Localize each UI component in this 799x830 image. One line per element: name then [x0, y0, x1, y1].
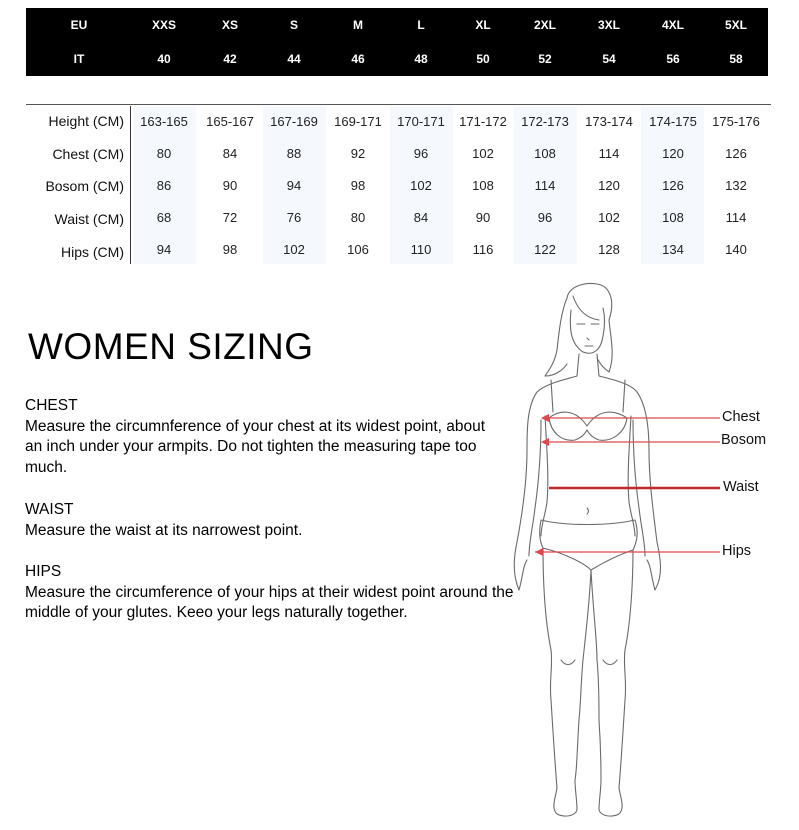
bosom-cell: 90	[222, 178, 238, 193]
bosom-cell: 86	[156, 178, 172, 193]
hips-cell: 122	[534, 242, 556, 257]
size-row-label: EU	[70, 18, 88, 32]
size-cell: XL	[475, 18, 491, 32]
size-cell: S	[289, 18, 298, 32]
waist-cell: 102	[598, 210, 620, 225]
size-row-it	[26, 42, 768, 76]
section-hips	[25, 562, 520, 624]
size-cell: XXS	[151, 18, 176, 32]
size-cell: 5XL	[724, 18, 747, 32]
height-cell: 175-176	[712, 114, 760, 129]
height-cell: 173-174	[585, 114, 633, 129]
table-top-border	[26, 104, 771, 105]
height-cell: 163-165	[140, 114, 188, 129]
chest-cell: 108	[534, 146, 556, 161]
chest-cell: 102	[472, 146, 494, 161]
section-text: Measure the circumference of your hips at their widest point around the middle of your glutes. Keeo your legs naturally together.	[25, 583, 514, 621]
chest-cell: 88	[286, 146, 302, 161]
size-cell: 2XL	[533, 18, 556, 32]
size-cell: 46	[351, 52, 365, 66]
size-cell: L	[417, 18, 425, 32]
chest-cell: 120	[662, 146, 684, 161]
size-cell: 4XL	[661, 18, 684, 32]
height-cell: 174-175	[649, 114, 697, 129]
label-chest: Chest	[722, 409, 760, 425]
waist-cell: 114	[725, 210, 747, 225]
hips-arrow-icon	[535, 548, 543, 556]
hips-cell: 98	[222, 242, 238, 257]
size-row-eu	[26, 8, 768, 42]
hips-cell: 140	[725, 242, 747, 257]
size-cell: 50	[476, 52, 490, 66]
height-cell: 165-167	[206, 114, 254, 129]
bosom-cell: 102	[410, 178, 432, 193]
height-cell: 172-173	[521, 114, 569, 129]
size-cell: 54	[602, 52, 616, 66]
section-heading: CHEST	[25, 397, 78, 414]
hips-cell: 110	[410, 242, 432, 257]
bosom-cell: 98	[350, 178, 366, 193]
size-cell: 42	[223, 52, 237, 66]
bosom-cell: 108	[472, 178, 494, 193]
label-bosom: Bosom	[721, 432, 767, 448]
size-cell: 40	[157, 52, 171, 66]
size-cell: 3XL	[597, 18, 620, 32]
section-chest	[25, 396, 525, 478]
row-label-chest: Chest (CM)	[52, 146, 124, 162]
hips-cell: 116	[472, 242, 494, 257]
size-cell: 56	[666, 52, 680, 66]
waist-cell: 68	[156, 210, 172, 225]
size-row-label: IT	[73, 52, 85, 66]
bosom-cell: 94	[286, 178, 302, 193]
hips-cell: 94	[156, 242, 172, 257]
bosom-cell: 120	[598, 178, 620, 193]
hips-cell: 134	[662, 242, 684, 257]
chest-cell: 80	[156, 146, 172, 161]
size-cell: 44	[287, 52, 301, 66]
size-conversion-table	[26, 8, 768, 76]
size-cell: XS	[221, 18, 238, 32]
chest-cell: 92	[350, 146, 366, 161]
section-heading: HIPS	[25, 563, 62, 580]
chest-cell: 84	[222, 146, 238, 161]
row-label-hips: Hips (CM)	[61, 244, 124, 260]
hips-cell: 102	[283, 242, 305, 257]
bosom-cell: 126	[662, 178, 684, 193]
waist-cell: 84	[413, 210, 429, 225]
waist-cell: 72	[222, 210, 238, 225]
body-figure	[505, 280, 790, 825]
section-text: Measure the waist at its narrowest point.	[25, 521, 303, 539]
page-title: WOMEN SIZING	[28, 326, 314, 367]
height-cell: 171-172	[459, 114, 507, 129]
label-hips: Hips	[722, 543, 752, 559]
label-waist: Waist	[723, 479, 759, 495]
section-text: Measure the circumnference of your chest at its widest point, about an inch under your armpits. Do not tighten the measuring tape too much.	[25, 417, 486, 476]
waist-cell: 80	[350, 210, 366, 225]
size-cell: 48	[414, 52, 428, 66]
measurement-table	[26, 104, 771, 264]
row-label-bosom: Bosom (CM)	[45, 178, 124, 194]
size-cell: M	[353, 18, 363, 32]
hips-cell: 128	[598, 242, 620, 257]
waist-cell: 76	[286, 210, 302, 225]
row-label-height: Height (CM)	[48, 113, 124, 129]
measurement-lines	[535, 414, 720, 556]
waist-cell: 108	[662, 210, 684, 225]
bosom-arrow-icon	[541, 438, 549, 446]
chest-cell: 126	[725, 146, 747, 161]
chest-cell: 114	[598, 146, 620, 161]
height-cell: 167-169	[270, 114, 318, 129]
height-cell: 170-171	[397, 114, 445, 129]
hips-cell: 106	[347, 242, 369, 257]
section-waist	[25, 500, 525, 541]
section-heading: WAIST	[25, 501, 74, 518]
size-cell: 58	[729, 52, 743, 66]
waist-cell: 90	[475, 210, 491, 225]
row-label-waist: Waist (CM)	[54, 211, 124, 227]
bosom-cell: 114	[534, 178, 556, 193]
bosom-cell: 132	[725, 178, 747, 193]
size-cell: 52	[538, 52, 552, 66]
waist-cell: 96	[537, 210, 553, 225]
height-cell: 169-171	[334, 114, 382, 129]
chest-cell: 96	[413, 146, 429, 161]
table-label-divider	[130, 106, 131, 264]
